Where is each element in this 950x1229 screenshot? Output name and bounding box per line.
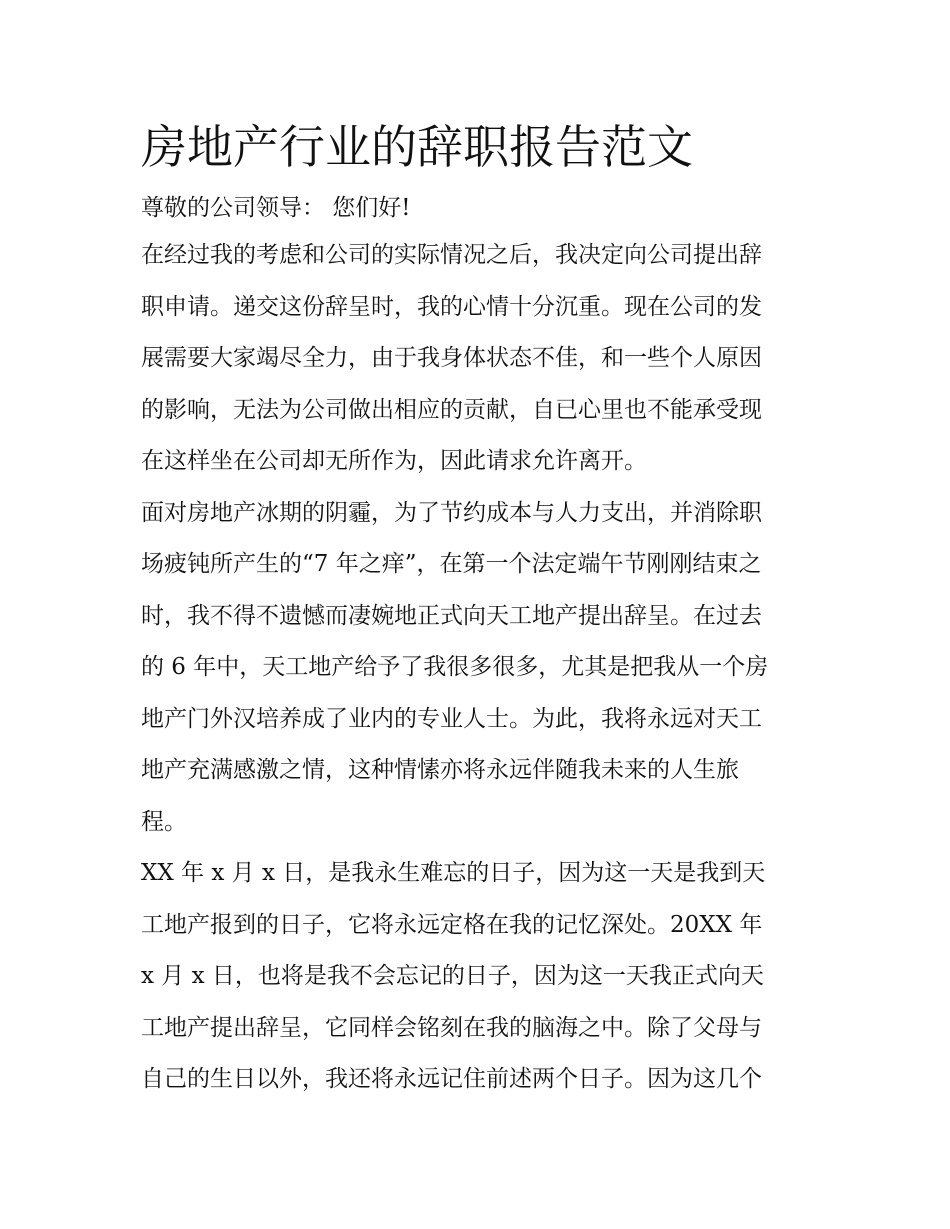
paragraph-line: 的影响，无法为公司做出相应的贡献，自已心里也不能承受现 bbox=[141, 396, 762, 423]
paragraph-line: 地产充满感激之情，这种情愫亦将永远伴随我未来的人生旅 bbox=[141, 757, 739, 783]
paragraph-3 bbox=[141, 848, 813, 1106]
paragraph-line: 工地产提出辞呈，它同样会铭刻在我的脑海之中。除了父母与 bbox=[141, 1014, 762, 1041]
paragraph-line: 场疲钝所产生的“7 年之痒”，在第一个法定端午节刚刚结束之 bbox=[141, 551, 762, 577]
paragraph-line: 的 6 年中，天工地产给予了我很多很多，尤其是把我从一个房 bbox=[141, 654, 769, 680]
paragraph-line: 在经过我的考虑和公司的实际情况之后，我决定向公司提出辞 bbox=[141, 242, 762, 268]
paragraph-line: 面对房地产冰期的阴霾，为了节约成本与人力支出，并消除职 bbox=[141, 499, 762, 526]
paragraph-line: XX 年 x 月 x 日，是我永生难忘的日子，因为这一天是我到天 bbox=[141, 860, 766, 886]
paragraph-2 bbox=[141, 488, 813, 849]
document-body bbox=[141, 112, 813, 1106]
paragraph-line: 自己的生日以外，我还将永远记住前述两个日子。因为这几个 bbox=[141, 1066, 762, 1092]
paragraph-line: 地产门外汉培养成了业内的专业人士。为此，我将永远对天工 bbox=[141, 705, 762, 732]
paragraph-line: 在这样坐在公司却无所作为，因此请求允许离开。 bbox=[141, 448, 647, 474]
paragraph-line: x 月 x 日，也将是我不会忘记的日子，因为这一天我正式向天 bbox=[141, 963, 764, 989]
paragraph-1 bbox=[141, 230, 813, 488]
paragraph-line: 程。 bbox=[141, 808, 187, 835]
document-title: 房地产行业的辞职报告范文 bbox=[141, 120, 693, 174]
paragraph-line: 职申请。递交这份辞呈时，我的心情十分沉重。现在公司的发 bbox=[141, 293, 762, 320]
paragraph-line: 工地产报到的日子，它将永远定格在我的记忆深处。20XX 年 bbox=[141, 911, 763, 938]
paragraph-line: 展需要大家竭尽全力，由于我身体状态不佳，和一些个人原因 bbox=[141, 345, 762, 371]
greeting-line: 尊敬的公司领导： 您们好! bbox=[141, 195, 411, 221]
paragraph-line: 时，我不得不遗憾而凄婉地正式向天工地产提出辞呈。在过去 bbox=[141, 602, 762, 629]
